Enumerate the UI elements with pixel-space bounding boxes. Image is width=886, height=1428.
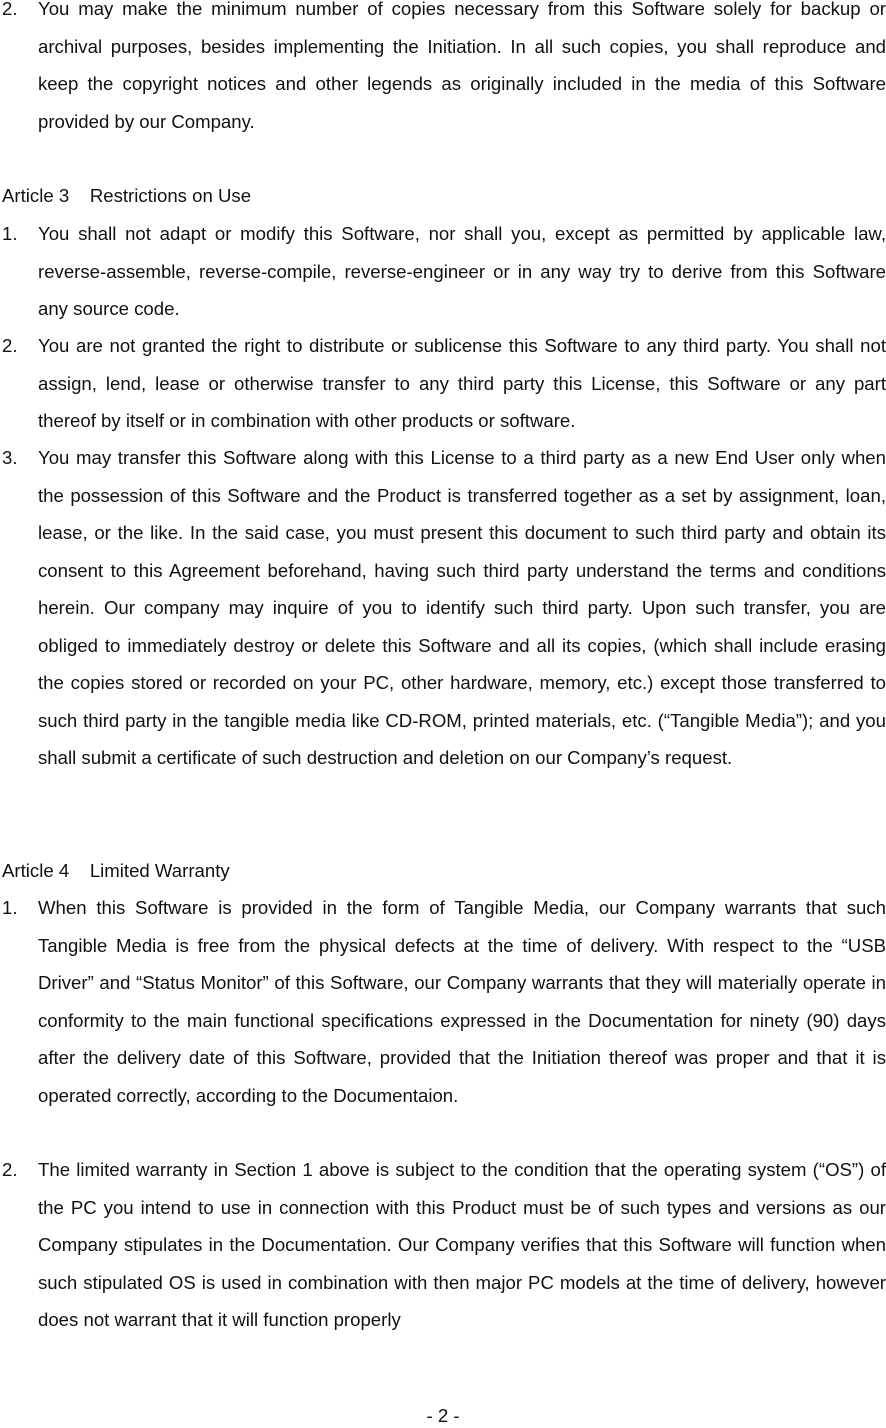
item-number: 3. [2, 447, 18, 468]
list-item-continued-2 [2, 0, 886, 140]
article-3-item-3 [2, 439, 886, 777]
item-text: You shall not adapt or modify this Software, nor shall you, except as permitted by applicable law, reverse-assemble, reverse-compile, reverse-engineer or in any way try to derive from this Software any source code. [38, 223, 886, 319]
article-4-heading: Article 4 Limited Warranty [2, 860, 230, 881]
article-4-item-2 [2, 1151, 886, 1339]
item-text: The limited warranty in Section 1 above is subject to the condition that the operating system (“OS”) of the PC you intend to use in connection with this Product must be of such types and versions as our Company stipulates in the Documentation. Our Company verifies that this Software will function when such stipulated OS is used in combination with then major PC models at the time of delivery, however does not warrant that it will function properly [38, 1159, 886, 1330]
item-number: 1. [2, 223, 18, 244]
item-number: 2. [2, 0, 18, 19]
item-text: You are not granted the right to distribute or sublicense this Software to any third party. You shall not assign, lend, lease or otherwise transfer to any third party this License, this Software or any part thereof by itself or in combination with other products or software. [38, 335, 886, 431]
item-number: 2. [2, 1159, 18, 1180]
article-3-item-1 [2, 215, 886, 328]
article-4-item-1 [2, 889, 886, 1114]
item-number: 2. [2, 335, 18, 356]
item-text: When this Software is provided in the form of Tangible Media, our Company warrants that such Tangible Media is free from the physical defects at the time of delivery. With respect to the “USB Driver” and “Status Monitor” of this Software, our Company warrants that they will materially operate in conformity to the main functional specifications expressed in the Documentation for ninety (90) days after the delivery date of this Software, provided that the Initiation thereof was proper and that it is operated correctly, according to the Documentaion. [38, 897, 886, 1106]
item-text: You may make the minimum number of copies necessary from this Software solely for backup or archival purposes, besides implementing the Initiation. In all such copies, you shall reproduce and keep the copyright notices and other legends as originally included in the media of this Software provided by our Company. [38, 0, 886, 132]
item-text: You may transfer this Software along with this License to a third party as a new End User only when the possession of this Software and the Product is transferred together as a set by assignment, loan, lease, or the like. In the said case, you must present this document to such third party and obtain its consent to this Agreement beforehand, having such third party understand the terms and conditions herein. Our company may inquire of you to identify such third party. Upon such transfer, you are obliged to immediately destroy or delete this Software and all its copies, (which shall include erasing the copies stored or recorded on your PC, other hardware, memory, etc.) except those transferred to such third party in the tangible media like CD-ROM, printed materials, etc. (“Tangible Media”); and you shall submit a certificate of such destruction and deletion on our Company’s request. [38, 447, 886, 768]
article-3-item-2 [2, 327, 886, 440]
page-number: - 2 - [426, 1405, 460, 1426]
article-3-heading: Article 3 Restrictions on Use [2, 185, 252, 206]
item-number: 1. [2, 897, 18, 918]
